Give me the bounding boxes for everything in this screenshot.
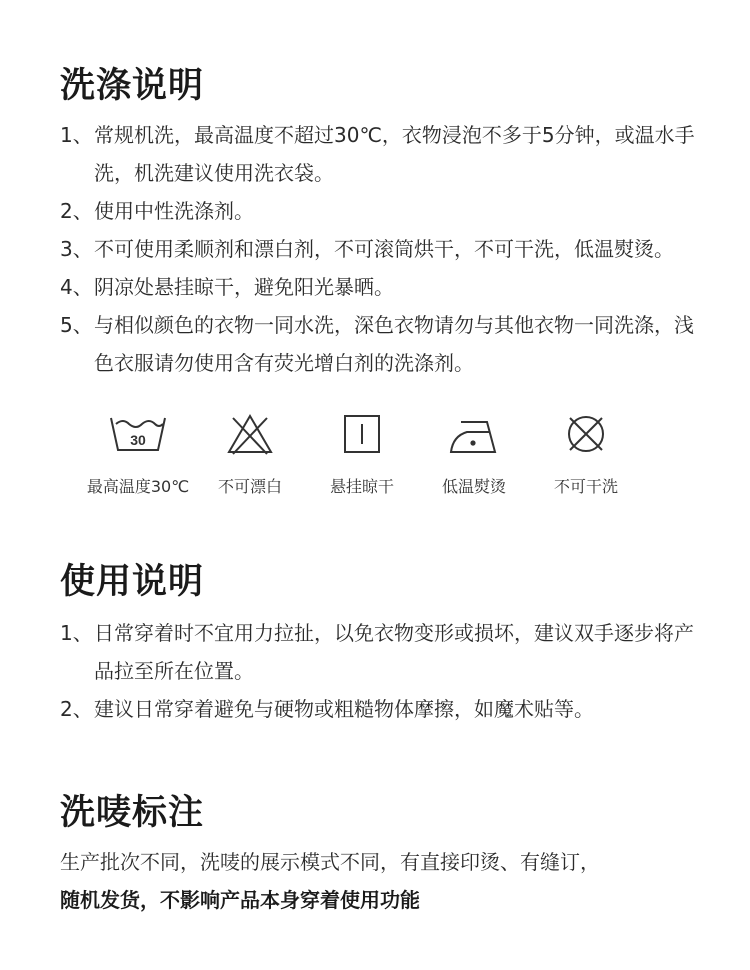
label-note-section-title: 洗唛标注 — [60, 793, 205, 833]
list-item — [60, 116, 700, 192]
list-item — [60, 192, 700, 230]
care-icon-label: 不可干洗 — [553, 477, 618, 496]
list-item-text: 与相似颜色的衣物一同水洗，深色衣物请勿与其他衣物一同洗涤，浅色衣服请勿使用含有荧光增白剂的洗涤剂。 — [94, 313, 694, 375]
wash-temp-text: 30 — [130, 432, 146, 448]
care-icon-label: 悬挂晾干 — [329, 477, 394, 496]
list-item-text: 建议日常穿着避免与硬物或粗糙物体摩擦，如魔术贴等。 — [94, 697, 594, 721]
usage-section-title: 使用说明 — [60, 562, 205, 602]
wash-section-title: 洗涤说明 — [60, 66, 205, 106]
list-item-number: 1、 — [60, 621, 93, 645]
list-item — [60, 690, 700, 728]
list-item-number: 2、 — [60, 697, 93, 721]
label-note-emphasis: 随机发货，不影响产品本身穿着使用功能 — [60, 888, 420, 912]
list-item-number: 2、 — [60, 199, 93, 223]
list-item — [60, 268, 700, 306]
list-item-number: 1、 — [60, 123, 93, 147]
care-icon-hang-dry — [306, 410, 418, 500]
list-item-number: 5、 — [60, 313, 93, 337]
care-icon-wash-30 — [82, 410, 194, 500]
care-icon-no-bleach — [194, 410, 306, 500]
no-bleach-icon — [219, 410, 281, 460]
list-item-number: 4、 — [60, 275, 93, 299]
iron-low-icon — [443, 410, 505, 460]
list-item — [60, 230, 700, 268]
list-item — [60, 306, 700, 382]
label-note-text: 生产批次不同，洗唛的展示模式不同，有直接印烫、有缝订， — [60, 850, 600, 874]
care-icons-row — [82, 410, 642, 500]
list-item-text: 使用中性洗涤剂。 — [94, 199, 254, 223]
hang-dry-icon — [331, 410, 393, 460]
list-item-text: 不可使用柔顺剂和漂白剂，不可滚筒烘干，不可干洗，低温熨烫。 — [94, 237, 674, 261]
no-dry-clean-icon — [555, 410, 617, 460]
care-icon-label: 低温熨烫 — [441, 477, 506, 496]
list-item-text: 阴凉处悬挂晾干，避免阳光暴晒。 — [94, 275, 394, 299]
care-icon-label: 最高温度30℃ — [86, 477, 190, 496]
care-icon-no-dry-clean — [530, 410, 642, 500]
usage-instructions-list — [60, 614, 700, 728]
wash-30-icon — [107, 410, 169, 460]
list-item — [60, 614, 700, 690]
list-item-text: 日常穿着时不宜用力拉扯，以免衣物变形或损坏，建议双手逐步将产品拉至所在位置。 — [94, 621, 694, 683]
list-item-text: 常规机洗，最高温度不超过30℃，衣物浸泡不多于5分钟，或温水手洗，机洗建议使用洗衣袋。 — [94, 123, 695, 185]
list-item-number: 3、 — [60, 237, 93, 261]
care-icon-label: 不可漂白 — [217, 477, 282, 496]
care-icon-iron-low — [418, 410, 530, 500]
wash-instructions-list — [60, 116, 700, 382]
